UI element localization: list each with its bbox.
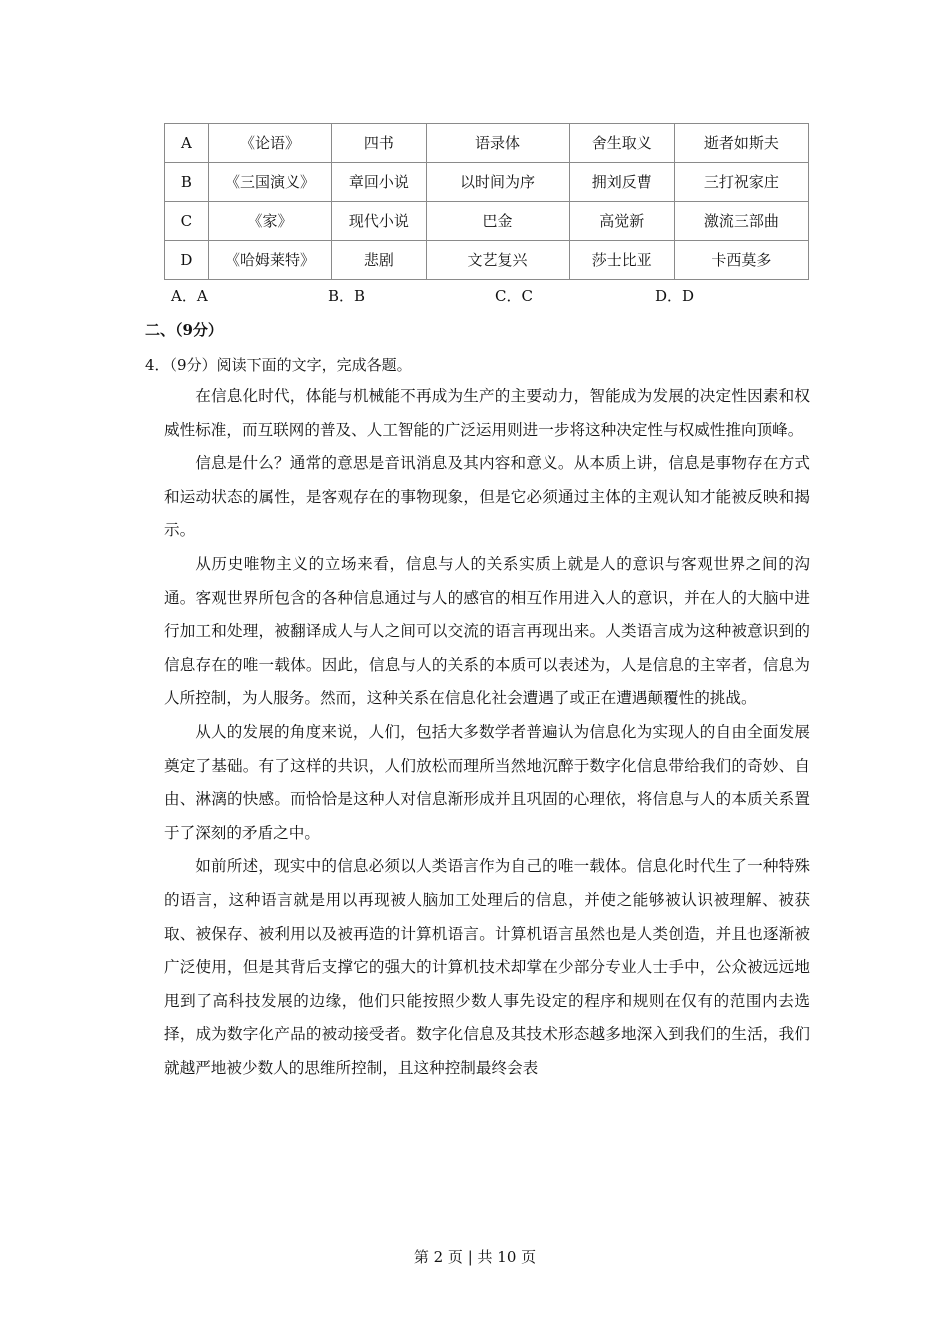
table-cell: C [165,202,209,241]
option-b: B．B [328,287,366,305]
passage-paragraph: 在信息化时代，体能与机械能不再成为生产的主要动力，智能成为发展的决定性因素和权威性标准，而互联网的普及、人工智能的广泛运用则进一步将这种决定性与权威性推向顶峰。 [164,387,810,439]
table-cell: 巴金 [426,202,569,241]
section-heading: 二、（9分） [145,321,223,339]
table-cell: B [165,163,209,202]
passage-paragraph: 如前所述，现实中的信息必须以人类语言作为自己的唯一载体。信息化时代生了一种特殊的语言，这种语言就是用以再现被人脑加工处理后的信息，并使之能够被认识被理解、被获取、被保存、被利用以及被再造的计算机语言。计算机语言虽然也是人类创造，并且也逐渐被广泛使用，但是其背后支撑它的强大的计算机技术却掌在少部分专业人士手中，公众被远远地甩到了高科技发展的边缘，他们只能按照少数人事先设定的程序和规则在仅有的范围内去选择，成为数字化产品的被动接受者。数字化信息及其技术形态越多地深入到我们的生活，我们就越严地被少数人的思维所控制，且这种控制最终会表 [164,857,810,1077]
table-cell: D [165,241,209,280]
passage-paragraph: 从历史唯物主义的立场来看，信息与人的关系实质上就是人的意识与客观世界之间的沟通。客观世界所包含的各种信息通过与人的感官的相互作用进入人的意识，并在人的大脑中进行加工和处理，被翻译成人与人之间可以交流的语言再现出来。人类语言成为这种被意识到的信息存在的唯一载体。因此，信息与人的关系的本质可以表述为，人是信息的主宰者，信息为人所控制，为人服务。然而，这种关系在信息化社会遭遇了或正在遭遇颠覆性的挑战。 [164,554,810,708]
page-footer [0,1246,950,1267]
table-cell: 四书 [332,124,426,163]
table-cell: 高觉新 [569,202,674,241]
table-cell: 以时间为序 [426,163,569,202]
table-cell: 逝者如斯夫 [674,124,808,163]
passage-paragraph: 信息是什么？通常的意思是音讯消息及其内容和意义。从本质上讲，信息是事物存在方式和运动状态的属性，是客观存在的事物现象，但是它必须通过主体的主观认知才能被反映和揭示。 [164,454,810,540]
answer-choice-table [164,123,809,280]
page-number: 第 2 页 | 共 10 页 [413,1248,537,1266]
table-cell: 莎士比亚 [569,241,674,280]
table-row [165,202,809,241]
table-row [165,124,809,163]
table-cell: 《哈姆莱特》 [208,241,331,280]
option-d: D．D [655,287,695,305]
table-cell: 文艺复兴 [426,241,569,280]
table-cell: 悲剧 [332,241,426,280]
table-cell: A [165,124,209,163]
table-cell: 三打祝家庄 [674,163,808,202]
table-cell: 舍生取义 [569,124,674,163]
table-cell: 章回小说 [332,163,426,202]
table-cell: 卡西莫多 [674,241,808,280]
table-cell: 激流三部曲 [674,202,808,241]
table-cell: 拥刘反曹 [569,163,674,202]
table-cell: 《三国演义》 [208,163,331,202]
table-cell: 《家》 [208,202,331,241]
reading-passage [164,380,810,1085]
passage-paragraph: 从人的发展的角度来说，人们，包括大多数学者普遍认为信息化为实现人的自由全面发展奠定了基础。有了这样的共识，人们放松而理所当然地沉醉于数字化信息带给我们的奇妙、自由、淋漓的快感。而恰恰是这种人对信息渐形成并且巩固的心理依，将信息与人的本质关系置于了深刻的矛盾之中。 [164,722,810,842]
option-c: C．C [495,287,533,305]
answer-options [0,285,950,305]
option-a: A．A [171,287,208,305]
table-cell: 现代小说 [332,202,426,241]
table-row [165,163,809,202]
question-stem: 4．（9分）阅读下面的文字，完成各题。 [145,356,412,374]
table-cell: 语录体 [426,124,569,163]
table-cell: 《论语》 [208,124,331,163]
table-row [165,241,809,280]
